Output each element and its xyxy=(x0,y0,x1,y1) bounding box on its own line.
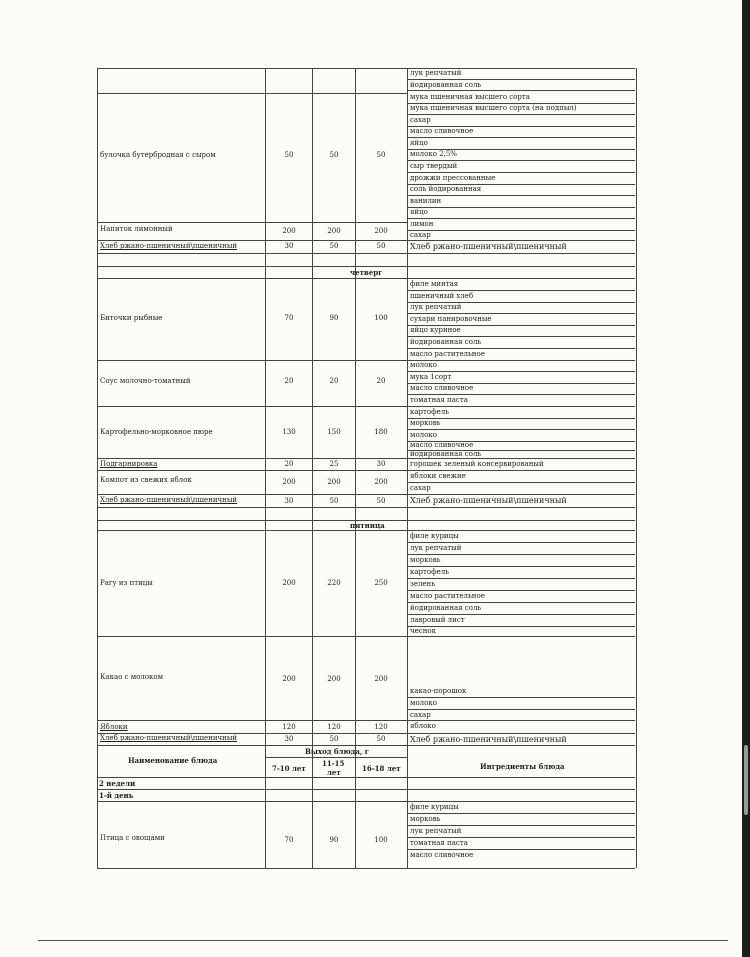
ingredient: молоко 2,5% xyxy=(410,150,457,158)
header-yield: Выход блюда, г xyxy=(305,747,370,756)
ingredient: мука пшеничная высшего сорта (на подпыл) xyxy=(410,104,577,112)
dish-name: Хлеб ржано-пшеничный\пшеничный xyxy=(100,242,238,250)
ingredient: масло растительное xyxy=(410,350,485,358)
document-page: лук репчатый йодированная соль мука пшеничная высшего сорта мука пшеничная высшего сорта (на подпыл) сахар масло сливочное яйцо молоко 2,5% сыр твердый дрожжи прессованные соль йодированная ванилин яйцо лимон сахар Хлеб ржано-пшеничный\пшеничный булочка бутербродная с сыром 50 50 50 Напиток лимонный 200 200 200 Хлеб ржано-пшеничный\пшеничный 30 50 50 четверг филе минтая пшеничный хлеб лук репчатый сухари панировочные яйцо куриное йодированная соль масло растительное молоко мука 1сорт масло сливочное томатная паста картофель морковь молоко масло сливочное йодированная соль горошек зеленый консервированый яблоки свежие сахар Хлеб ржано-пшеничный\пшеничный Биточки рыбные 70 90 100 Соус молочно-томатный 20 20 20 Картофельно-морковное пюре 130 150 180 Подгарнировка 20 25 30 Компот из свежих яблок 200 200 200 Хлеб ржано-пшеничный\пшеничный 30 50 50 пятница филе курицы лук репчатый морковь картофель зелень масло растительное йодированная соль лавровый лист чеснок какао-порошок молоко сахар яблоко Хлеб ржано-пшеничный\пшеничный Рагу из птицы 200 220 250 Какао с молоком 200 200 200 Яблоки 120 120 120 Хлеб ржано-пшеничный\пшеничный 30 50 50 Наименование блюда Выход блюда, г 7-10 лет 11-15 лет 16-18 лет Ингредиенты блюда 2 недели 1-й день филе курицы морковь лук репчатый томатная паста масло сливочное Птица с овощами 70 90 100 xyxy=(0,0,742,957)
ingredient: ванилин xyxy=(410,197,442,205)
ingredient: сахар xyxy=(410,231,431,239)
ingredient: мука 1сорт xyxy=(410,373,452,381)
day-label: 1-й день xyxy=(99,791,134,800)
ingredient: масло сливочное xyxy=(410,384,474,392)
header-age-1: 7-10 лет xyxy=(272,764,306,773)
ingredient: сыр твердый xyxy=(410,162,458,170)
ingredient: сахар xyxy=(410,116,431,124)
dish-name: булочка бутербродная с сыром xyxy=(100,151,216,159)
ingredient: яйцо xyxy=(410,139,428,147)
ingredient: масло сливочное xyxy=(410,441,474,449)
ingredient: молоко xyxy=(410,431,437,439)
ingredient: лавровый лист xyxy=(410,616,465,624)
ingredient: мука пшеничная высшего сорта xyxy=(410,93,530,101)
ingredient: филе курицы xyxy=(410,532,459,540)
ingredient: масло сливочное xyxy=(410,851,474,859)
ingredient: йодированная соль xyxy=(410,450,482,458)
dish-name: Хлеб ржано-пшеничный\пшеничный xyxy=(100,496,238,504)
ingredient: картофель xyxy=(410,408,449,416)
dish-name: Птица с овощами xyxy=(100,834,165,842)
page-edge-line xyxy=(38,940,728,941)
header-age-2: 11-15 xyxy=(322,759,345,768)
ingredient: картофель xyxy=(410,568,449,576)
ingredient: Хлеб ржано-пшеничный\пшеничный xyxy=(410,496,567,505)
ingredient: лук репчатый xyxy=(410,827,462,835)
ingredient: соль йодированная xyxy=(410,185,482,193)
ingredient: пшеничный хлеб xyxy=(410,292,474,300)
week-label: 2 недели xyxy=(99,779,136,788)
ingredient: яблоко xyxy=(410,722,436,730)
dish-name: Компот из свежих яблок xyxy=(100,476,192,484)
ingredient: Хлеб ржано-пшеничный\пшеничный xyxy=(410,735,567,744)
ingredient: филе курицы xyxy=(410,803,459,811)
dish-name: Хлеб ржано-пшеничный\пшеничный xyxy=(100,734,238,742)
ingredient: яйцо xyxy=(410,208,428,216)
ingredient: горошек зеленый консервированый xyxy=(410,460,544,468)
scrollbar-thumb[interactable] xyxy=(744,745,748,815)
header-age-3: 16-18 лет xyxy=(362,764,401,773)
ingredient: какао-порошок xyxy=(410,687,467,695)
ingredient: лук репчатый xyxy=(410,544,462,552)
ingredient: яблоки свежие xyxy=(410,472,466,480)
ingredient: дрожжи прессованные xyxy=(410,174,496,182)
dish-name: Картофельно-морковное пюре xyxy=(100,428,213,436)
ingredient: морковь xyxy=(410,556,441,564)
ingredient: сахар xyxy=(410,484,431,492)
day-heading: пятница xyxy=(350,521,385,530)
scrollbar[interactable] xyxy=(742,0,750,957)
ingredient: молоко xyxy=(410,361,437,369)
ingredient: йодированная соль xyxy=(410,338,482,346)
ingredient: чеснок xyxy=(410,627,436,635)
ingredient: сухари панировочные xyxy=(410,315,492,323)
header-dish-name: Наименование блюда xyxy=(128,756,218,765)
ingredient: йодированная соль xyxy=(410,81,482,89)
ingredient: Хлеб ржано-пшеничный\пшеничный xyxy=(410,242,567,251)
dish-name: Рагу из птицы xyxy=(100,579,153,587)
header-ingredients: Ингредиенты блюда xyxy=(480,762,565,771)
dish-name: Напиток лимонный xyxy=(100,225,173,233)
ingredient: масло сливочное xyxy=(410,127,474,135)
ingredient: морковь xyxy=(410,815,441,823)
ingredient: томатная паста xyxy=(410,839,468,847)
ingredient: морковь xyxy=(410,419,441,427)
ingredient: зелень xyxy=(410,580,436,588)
header-age-2b: лет xyxy=(327,768,341,777)
ingredient: лимон xyxy=(410,220,434,228)
ingredient: сахар xyxy=(410,711,431,719)
ingredient: яйцо куриное xyxy=(410,326,461,334)
dish-name: Какао с молоком xyxy=(100,673,164,681)
dish-name: Подгарнировка xyxy=(100,460,158,468)
dish-name: Биточки рыбные xyxy=(100,314,163,322)
dish-name: Яблоки xyxy=(100,723,128,731)
ingredient: лук репчатый xyxy=(410,303,462,311)
ingredient: томатная паста xyxy=(410,396,468,404)
ingredient: филе минтая xyxy=(410,280,459,288)
day-heading: четверг xyxy=(350,268,383,277)
dish-name: Соус молочно-томатный xyxy=(100,377,191,385)
ingredient: масло растительное xyxy=(410,592,485,600)
ingredient: йодированная соль xyxy=(410,604,482,612)
ingredient: молоко xyxy=(410,699,437,707)
ingredient: лук репчатый xyxy=(410,69,462,77)
